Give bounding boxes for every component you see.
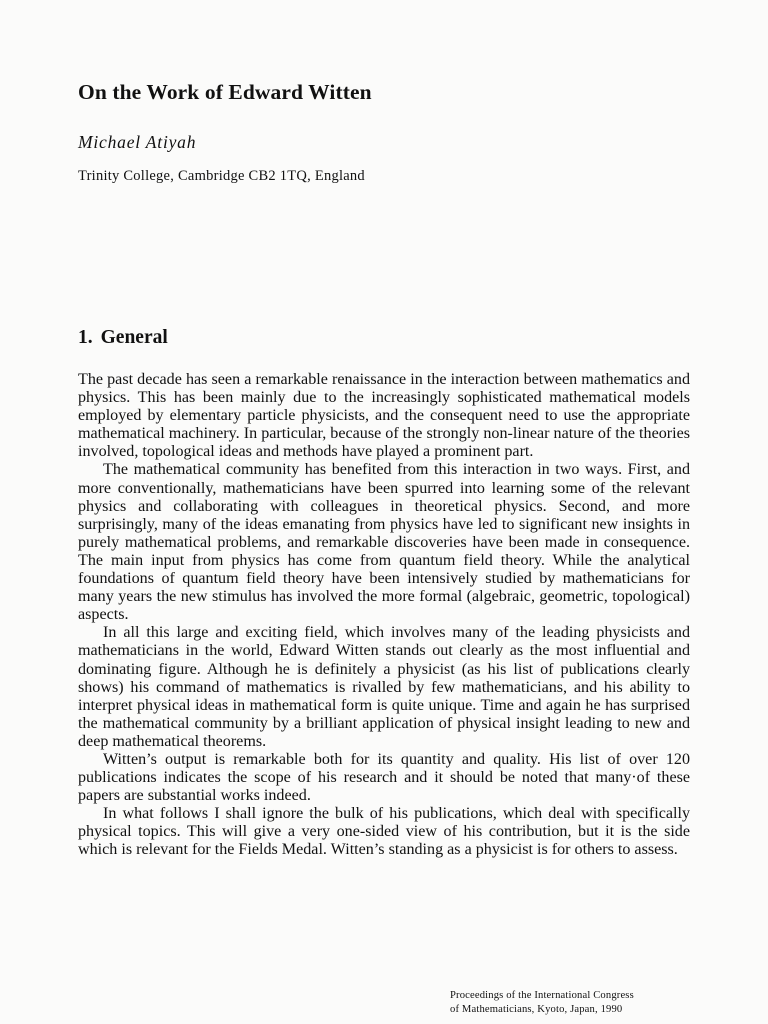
author-affiliation: Trinity College, Cambridge CB2 1TQ, England <box>78 168 365 184</box>
author-name: Michael Atiyah <box>78 132 197 152</box>
footer-line: of Mathematicians, Kyoto, Japan, 1990 <box>450 1004 623 1015</box>
paragraph: The mathematical community has benefited from this interaction in two ways. First, and more conventionally, mathematicians have been spurred into learning some of the relevant physics and collaborating with colleagues in theoretical physics. Second, and more surprisingly, many of the ideas emanating from physics have led to significant new insights in purely mathematical problems, and remarkable discoveries have been made in consequence. The main input from physics has come from quantum field theory. While the analytical foundations of quantum field theory have been intensively studied by mathematicians for many years the new stimulus has involved the more formal (algebraic, geometric, topological) aspects. <box>78 461 690 624</box>
section-title: General <box>100 327 168 348</box>
section-heading <box>78 327 168 349</box>
proceedings-footer <box>450 989 700 1017</box>
paragraph: The past decade has seen a remarkable renaissance in the interaction between mathematics and physics. This has been mainly due to the increasingly sophisticated mathematical models employed by elementary particle physicists, and the consequent need to use the appropriate mathematical machinery. In particular, because of the strongly non-linear nature of the theories involved, topological ideas and methods have played a prominent part. <box>78 371 690 461</box>
section-body <box>78 371 690 860</box>
paragraph: In all this large and exciting field, which involves many of the leading physicists and mathematicians in the world, Edward Witten stands out clearly as the most influential and dominating figure. Although he is definitely a physicist (as his list of publications clearly shows) his command of mathematics is rivalled by few mathematicians, and his ability to interpret physical ideas in mathematical form is quite unique. Time and again he has surprised the mathematical community by a brilliant application of physical insight leading to new and deep mathematical theorems. <box>78 624 690 750</box>
footer-line: Proceedings of the International Congress <box>450 990 634 1001</box>
section-number: 1. <box>78 327 93 348</box>
paragraph: Witten’s output is remarkable both for its quantity and quality. His list of over 120 publications indicates the scope of his research and it should be noted that many·of these papers are substantial works indeed. <box>78 750 690 805</box>
paragraph: In what follows I shall ignore the bulk of his publications, which deal with specifically physical topics. This will give a very one-sided view of his contribution, but it is the side which is relevant for the Fields Medal. Witten’s standing as a physicist is for others to assess. <box>78 805 690 859</box>
paper-title: On the Work of Edward Witten <box>78 80 372 104</box>
